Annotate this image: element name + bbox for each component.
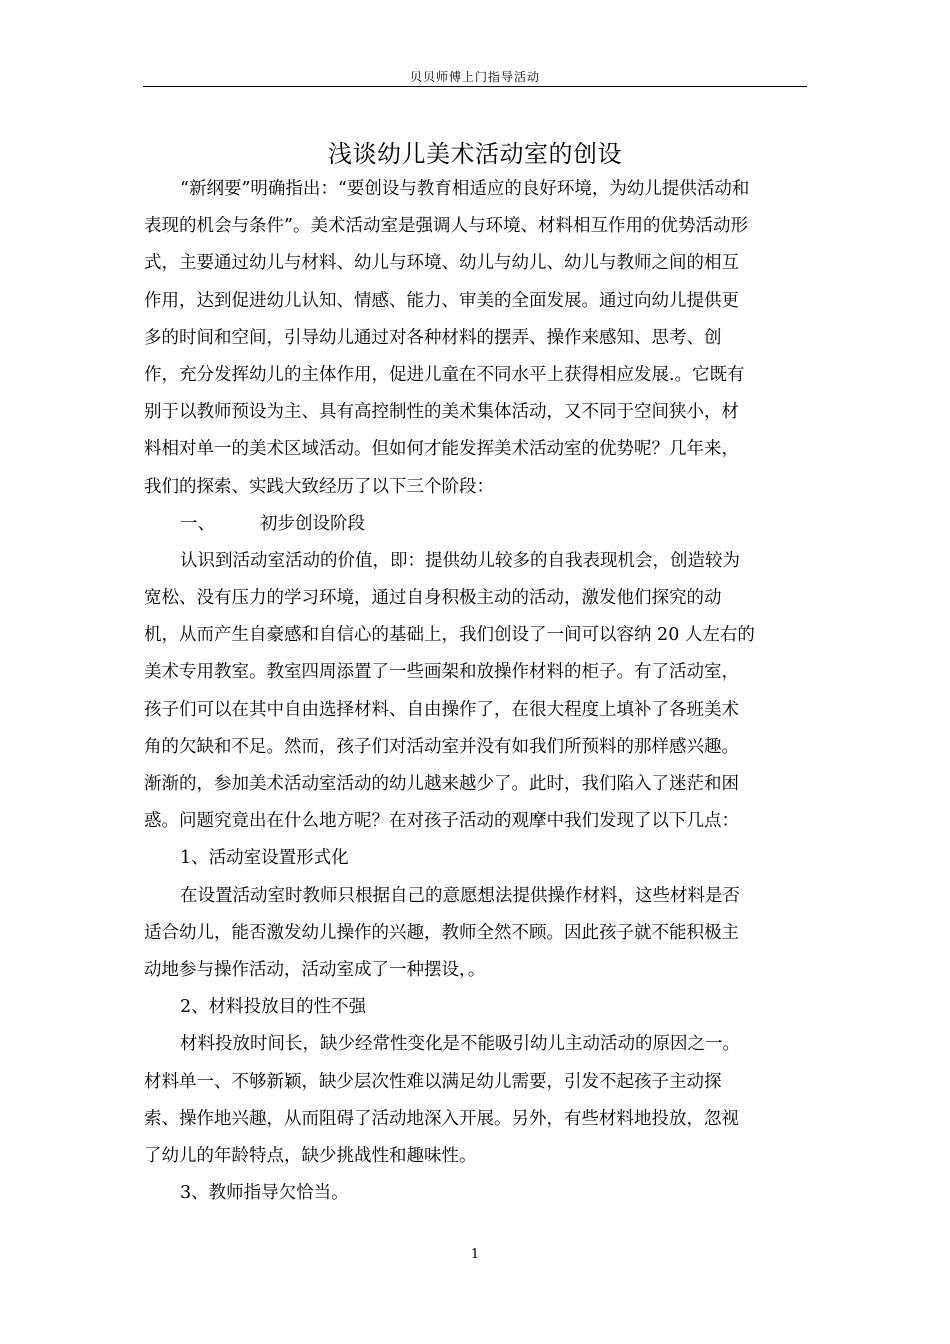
paragraph-line: “新纲要”明确指出：“要创设与教育相适应的良好环境，为幼儿提供活动和 <box>180 179 750 199</box>
subheading-line: 3、教师指导欠恰当。 <box>180 1183 349 1204</box>
document-body <box>144 171 808 1212</box>
paragraph-line: 索、操作地兴趣，从而阻碍了活动地深入开展。另外，有些材料地投放，忽视 <box>144 1108 739 1129</box>
page-number: 1 <box>470 1247 480 1262</box>
paragraph-line: 材料单一、不够新颖，缺少层次性难以满足幼儿需要，引发不起孩子主动探 <box>144 1071 722 1092</box>
paragraph-line: 材料投放时间长，缺少经常性变化是不能吸引幼儿主动活动的原因之一。 <box>180 1034 740 1055</box>
paragraph-line: 惑。问题究竟出在什么地方呢？在对孩子活动的观摩中我们发现了以下几点： <box>144 811 739 832</box>
section-heading <box>144 506 808 543</box>
paragraph-line: 动地参与操作活动，活动室成了一种摆设，。 <box>144 959 486 980</box>
paragraph-line: 作，充分发挥幼儿的主体作用，促进儿童在不同水平上获得相应发展.。它既有 <box>144 364 745 385</box>
paragraph-line: 了幼儿的年龄特点，缺少挑战性和趣味性。 <box>144 1145 477 1166</box>
paragraph-line: 料相对单一的美术区域活动。但如何才能发挥美术活动室的优势呢？几年来， <box>144 439 739 460</box>
section-heading-text: 初步创设阶段 <box>260 513 365 534</box>
paragraph-line: 在设置活动室时教师只根据自己的意愿想法提供操作材料，这些材料是否 <box>180 885 740 906</box>
paragraph-line: 我们的探索、实践大致经历了以下三个阶段： <box>144 476 494 497</box>
section-number: 一、 <box>180 513 215 534</box>
subheading-line: 1、活动室设置形式化 <box>180 848 349 869</box>
paragraph-line: 别于以教师预设为主、具有高控制性的美术集体活动，又不同于空间狭小，材 <box>144 402 739 423</box>
subheading-line: 2、材料投放目的性不强 <box>180 997 367 1018</box>
document-title: 浅谈幼儿美术活动室的创设 <box>328 140 622 168</box>
paragraph-line: 式，主要通过幼儿与材料、幼儿与环境、幼儿与幼儿、幼儿与教师之间的相互 <box>144 253 739 274</box>
paragraph-line: 适合幼儿，能否激发幼儿操作的兴趣，教师全然不顾。因此孩子就不能积极主 <box>144 922 739 943</box>
page-header: 贝贝师傅上门指导活动 <box>409 70 540 84</box>
paragraph-line: 渐渐的，参加美术活动室活动的幼儿越来越少了。此时，我们陷入了迷茫和困 <box>144 774 739 794</box>
paragraph-line: 表现的机会与条件”。美术活动室是强调人与环境、材料相互作用的优势活动形 <box>144 216 748 237</box>
paragraph-line: 认识到活动室活动的价值，即：提供幼儿较多的自我表现机会，创造较为 <box>180 550 740 571</box>
paragraph-line: 孩子们可以在其中自由选择材料、自由操作了，在很大程度上填补了各班美术 <box>144 699 739 720</box>
paragraph-line: 美术专用教室。教室四周添置了一些画架和放操作材料的柜子。有了活动室， <box>144 662 739 683</box>
paragraph-line: 多的时间和空间，引导幼儿通过对各种材料的摆弄、操作来感知、思考、创 <box>144 327 722 348</box>
paragraph-line: 作用，达到促进幼儿认知、情感、能力、审美的全面发展。通过向幼儿提供更 <box>144 290 739 311</box>
header-rule <box>143 86 807 87</box>
paragraph-line: 机，从而产生自豪感和自信心的基础上，我们创设了一间可以容纳 20 人左右的 <box>144 625 755 646</box>
paragraph-line: 宽松、没有压力的学习环境，通过自身积极主动的活动，激发他们探究的动 <box>144 588 722 609</box>
paragraph-line: 角的欠缺和不足。然而，孩子们对活动室并没有如我们所预料的那样感兴趣。 <box>144 736 739 757</box>
